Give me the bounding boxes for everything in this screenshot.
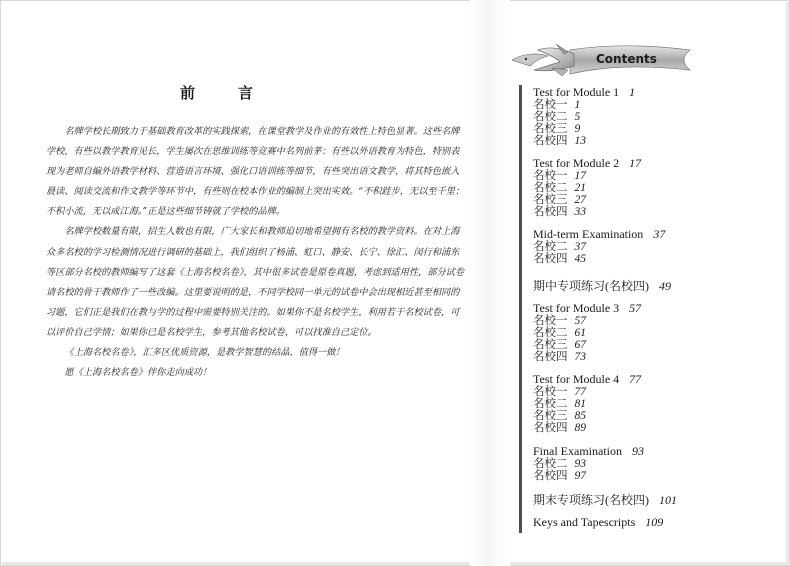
toc-page-number: 93: [632, 444, 644, 458]
page-edge-shadow-bottom: [2, 562, 790, 565]
toc-entry[interactable]: 名校三 67: [533, 339, 586, 351]
preface-paragraph: 愿《上海名校名卷》伴你走向成功！: [64, 367, 212, 379]
toc-section-title[interactable]: Test for Module 2 17: [533, 156, 642, 170]
toc-entry[interactable]: 名校四 89: [533, 422, 586, 434]
toc-entry[interactable]: 名校二 93: [533, 458, 586, 470]
book-gutter: [470, 0, 510, 566]
toc-page-number: 109: [645, 515, 664, 529]
preface-paragraph: 《上海名校名卷》，汇多区优质资源，是教学智慧的结晶，值得一做！: [64, 347, 345, 359]
page-border-top: [0, 0, 790, 1]
toc-section-title[interactable]: Keys and Tapescripts 109: [533, 515, 664, 529]
preface-paragraph: 名牌学校长期致力于基础教育改革的实践探索，在课堂教学及作业的有效性上特色显著。这些名牌学校，有些以教学教育见长，学生屡次在思维训练等竞赛中名列前茅；有些以外语教育为特色，特别表现为老师自编外语教学材料、营造语言环境、强化口语训练等细节，有些突出语文教学，将其特色嵌入晨读、阅读交流和作文教学等环节中，有些则在校本作业的编制上突出实效。“不积跬步，无以至千里；不积小流，无以成江海。”正是这些细节铸就了学校的品牌。: [46, 126, 465, 218]
toc-entry[interactable]: 名校四 97: [533, 470, 586, 482]
toc-entry[interactable]: 名校二 37: [533, 241, 586, 253]
page-border-left: [0, 0, 1, 566]
toc-side-bar: [519, 85, 522, 533]
toc-entry[interactable]: 名校四 73: [533, 351, 586, 363]
toc-entry[interactable]: 名校四 13: [533, 135, 586, 147]
toc-page-number: 49: [659, 279, 671, 293]
toc-section-title[interactable]: Test for Module 1 1: [533, 85, 636, 99]
toc-entry[interactable]: 名校四 45: [533, 253, 586, 265]
toc-entry[interactable]: 名校一 17: [533, 170, 586, 182]
toc-entry[interactable]: 名校三 27: [533, 194, 586, 206]
toc-entry[interactable]: 名校一 1: [533, 99, 581, 111]
preface-body: [46, 122, 466, 383]
contents-banner-label: Contents: [596, 52, 657, 66]
toc-page-number: 37: [653, 227, 666, 241]
toc-section-title[interactable]: Test for Module 4 77: [533, 372, 642, 386]
page-edge-shadow-right: [786, 2, 789, 565]
toc-entry[interactable]: 名校二 5: [533, 111, 581, 123]
toc-page-number: 1: [629, 85, 636, 99]
toc-page-number: 101: [659, 493, 677, 507]
toc-section-title[interactable]: Mid-term Examination 37: [533, 227, 666, 241]
toc-entry[interactable]: 名校三 9: [533, 123, 581, 135]
toc-section-title[interactable]: Test for Module 3 57: [533, 301, 642, 315]
toc-page-number: 57: [629, 301, 642, 315]
toc-section-title[interactable]: 期中专项练习(名校四) 49: [533, 279, 671, 293]
toc-section-title[interactable]: Final Examination 93: [533, 444, 644, 458]
toc-entry[interactable]: 名校一 77: [533, 386, 586, 398]
toc-entry[interactable]: 名校四 33: [533, 206, 586, 218]
toc-entry[interactable]: 名校三 85: [533, 410, 586, 422]
toc-entry[interactable]: 名校二 81: [533, 398, 586, 410]
toc-section-title[interactable]: 期末专项练习(名校四) 101: [533, 493, 677, 507]
toc-entry[interactable]: 名校二 61: [533, 327, 586, 339]
toc-page-number: 17: [629, 156, 642, 170]
preface-title: 前 言: [180, 84, 268, 102]
toc-entry[interactable]: 名校一 57: [533, 315, 586, 327]
toc-page-number: 77: [629, 372, 642, 386]
toc-entry[interactable]: 名校二 21: [533, 182, 586, 194]
preface-paragraph: 名牌学校数量有限，招生人数也有限，广大家长和教师迫切地希望拥有名校的教学资料。在对上海众多名校的学习检测情况进行调研的基础上，我们组织了杨浦、虹口、静安、长宁、徐汇、闵行和浦东等区部分名校的教师编写了这套《上海名校名卷》，其中很多试卷是原卷真题，考虑到适用性，部分试卷请名校的骨干教师作了一些改编。这里要说明的是，不同学校同一单元的试卷中会出现相近甚至相同的习题，它们正是我们在教与学的过程中需要特别关注的。如果你不是名校学生，利用若干名校试卷，可以评价自己学情；如果你已是名校学生，参考其他名校试卷，可以找准自己定位。: [46, 226, 465, 338]
